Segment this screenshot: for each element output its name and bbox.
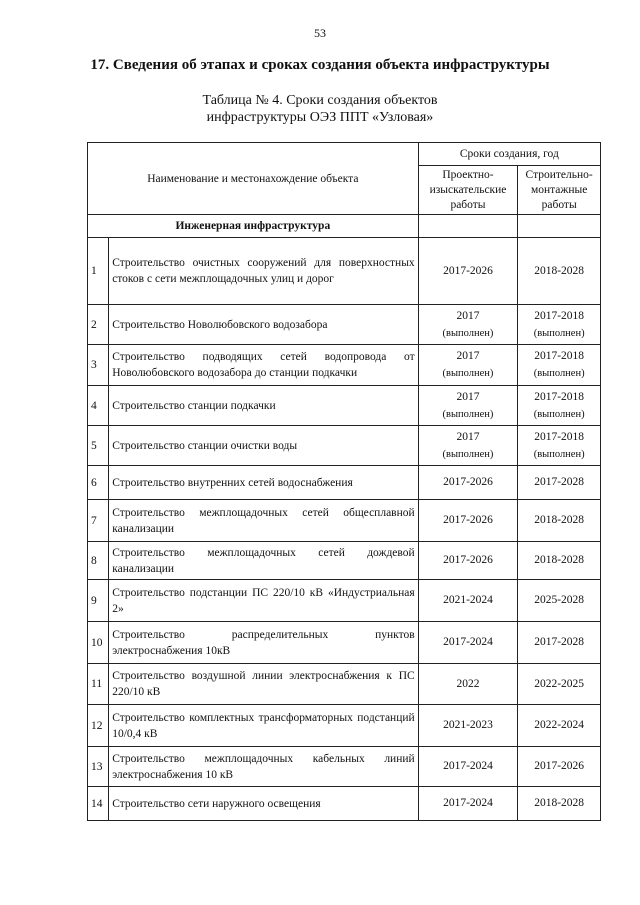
header-design-works (418, 166, 518, 215)
table-row (88, 345, 601, 386)
table-row (88, 580, 601, 622)
construction-period-value: 2017-2026 (534, 760, 585, 772)
construction-period (518, 747, 601, 787)
caption-line-1: Таблица № 4. Сроки создания объектов (202, 93, 438, 108)
design-period-value: 2017 (456, 390, 480, 403)
construction-period (518, 580, 601, 622)
header-construction-works (518, 166, 601, 215)
design-period (418, 747, 518, 787)
construction-period-status: (выполнен) (533, 408, 585, 420)
table-row (88, 705, 601, 747)
row-number: 9 (88, 580, 109, 622)
table-row (88, 386, 601, 426)
header-design-line: Проектно- (442, 168, 494, 181)
design-period (418, 787, 518, 821)
construction-period-status: (выполнен) (533, 327, 585, 339)
construction-period (518, 500, 601, 542)
design-period (418, 500, 518, 542)
construction-period-value: 2017-2028 (534, 636, 585, 648)
design-period (418, 580, 518, 622)
design-period-value: 2017 (456, 430, 480, 443)
design-period (418, 238, 518, 305)
object-name: Строительство станции подкачки (109, 386, 418, 426)
design-period-status: (выполнен) (442, 368, 494, 379)
construction-period-value: 2022-2024 (534, 719, 585, 731)
design-period-value: 2017-2026 (443, 264, 493, 277)
object-name: Строительство подводящих сетей водопровода от Новолюбовского водозабора до станции подкачки (109, 345, 418, 386)
construction-period-status: (выполнен) (533, 368, 585, 379)
table-body (88, 215, 601, 821)
row-number: 7 (88, 500, 109, 542)
row-number: 8 (88, 542, 109, 580)
design-period-value: 2017-2026 (443, 476, 493, 488)
design-period (418, 466, 518, 500)
construction-period-value: 2025-2028 (534, 594, 585, 606)
design-period (418, 426, 518, 466)
table-row (88, 238, 601, 305)
object-name: Строительство внутренних сетей водоснабжения (109, 466, 418, 500)
header-timeline-group: Сроки создания, год (418, 143, 600, 166)
design-period-status: (выполнен) (442, 448, 494, 460)
construction-period (518, 305, 601, 345)
design-period-value: 2021-2024 (443, 594, 493, 606)
row-number: 14 (88, 787, 109, 821)
object-name: Строительство очистных сооружений для поверхностных стоков с сети межплощадочных улиц и дорог (109, 238, 418, 305)
object-name: Строительство межплощадочных сетей дождевой канализации (109, 542, 418, 580)
construction-period-value: 2017-2018 (534, 430, 585, 443)
design-period (418, 664, 518, 705)
design-period-value: 2017-2026 (443, 514, 493, 526)
table-row (88, 664, 601, 705)
object-name: Строительство Новолюбовского водозабора (109, 305, 418, 345)
table-row (88, 787, 601, 821)
page-number: 53 (314, 26, 326, 40)
object-name: Строительство межплощадочных кабельных линий электроснабжения 10 кВ (109, 747, 418, 787)
design-period (418, 705, 518, 747)
construction-period-value: 2017-2028 (534, 476, 585, 488)
design-period (418, 542, 518, 580)
header-construction-line: Строительно- (525, 168, 593, 181)
category-label: Инженерная инфраструктура (88, 215, 419, 238)
row-number: 5 (88, 426, 109, 466)
table-row (88, 542, 601, 580)
caption-line-2: инфраструктуры ОЭЗ ППТ «Узловая» (206, 110, 434, 125)
object-name: Строительство распределительных пунктов электроснабжения 10кВ (109, 622, 418, 664)
design-period (418, 305, 518, 345)
construction-period-value: 2017-2018 (534, 390, 585, 403)
row-number: 2 (88, 305, 109, 345)
table-row (88, 500, 601, 542)
category-row (88, 215, 601, 238)
table-caption (0, 92, 640, 126)
header-construction-line: монтажные (530, 183, 588, 196)
design-period (418, 386, 518, 426)
header-design-line: изыскательские (429, 183, 507, 196)
construction-period (518, 466, 601, 500)
design-period (418, 345, 518, 386)
construction-period (518, 238, 601, 305)
object-name: Строительство станции очистки воды (109, 426, 418, 466)
construction-period-value: 2017-2018 (534, 350, 585, 362)
table-row (88, 305, 601, 345)
construction-period-value: 2017-2018 (534, 309, 585, 322)
row-number: 13 (88, 747, 109, 787)
row-number: 4 (88, 386, 109, 426)
construction-period (518, 426, 601, 466)
design-period-status: (выполнен) (442, 327, 494, 339)
row-number: 3 (88, 345, 109, 386)
construction-period (518, 705, 601, 747)
design-period-value: 2017 (456, 309, 480, 322)
row-number: 10 (88, 622, 109, 664)
design-period-value: 2022 (456, 677, 480, 690)
design-period-value: 2017-2026 (443, 554, 493, 566)
row-number: 6 (88, 466, 109, 500)
construction-period (518, 787, 601, 821)
object-name: Строительство комплектных трансформаторных подстанций 10/0,4 кВ (109, 705, 418, 747)
row-number: 11 (88, 664, 109, 705)
category-empty-cell (518, 215, 601, 238)
row-number: 1 (88, 238, 109, 305)
object-name: Строительство подстанции ПС 220/10 кВ «Индустриальная 2» (109, 580, 418, 622)
construction-period-status: (выполнен) (533, 448, 585, 460)
design-period-value: 2021-2023 (443, 719, 493, 731)
construction-period-value: 2022-2025 (534, 677, 585, 690)
construction-period (518, 386, 601, 426)
section-title: 17. Сведения об этапах и сроках создания объекта инфраструктуры (90, 57, 550, 73)
construction-period-value: 2018-2028 (534, 264, 585, 277)
schedule-table (87, 142, 601, 821)
design-period-value: 2017-2024 (443, 636, 493, 648)
design-period-value: 2017-2024 (443, 797, 493, 809)
construction-period-value: 2018-2028 (534, 554, 585, 566)
design-period-value: 2017 (456, 350, 480, 362)
header-object-name: Наименование и местонахождение объекта (88, 143, 419, 215)
object-name: Строительство воздушной линии электроснабжения к ПС 220/10 кВ (109, 664, 418, 705)
header-design-line: работы (450, 198, 486, 211)
design-period (418, 622, 518, 664)
table-row (88, 426, 601, 466)
table-row (88, 622, 601, 664)
design-period-status: (выполнен) (442, 408, 494, 420)
object-name: Строительство сети наружного освещения (109, 787, 418, 821)
construction-period-value: 2018-2028 (534, 797, 585, 809)
table-row (88, 747, 601, 787)
construction-period-value: 2018-2028 (534, 514, 585, 526)
design-period-value: 2017-2024 (443, 760, 493, 772)
row-number: 12 (88, 705, 109, 747)
table-row (88, 466, 601, 500)
construction-period (518, 664, 601, 705)
construction-period (518, 622, 601, 664)
construction-period (518, 345, 601, 386)
category-empty-cell (418, 215, 518, 238)
object-name: Строительство межплощадочных сетей общесплавной канализации (109, 500, 418, 542)
header-construction-line: работы (541, 198, 577, 211)
construction-period (518, 542, 601, 580)
